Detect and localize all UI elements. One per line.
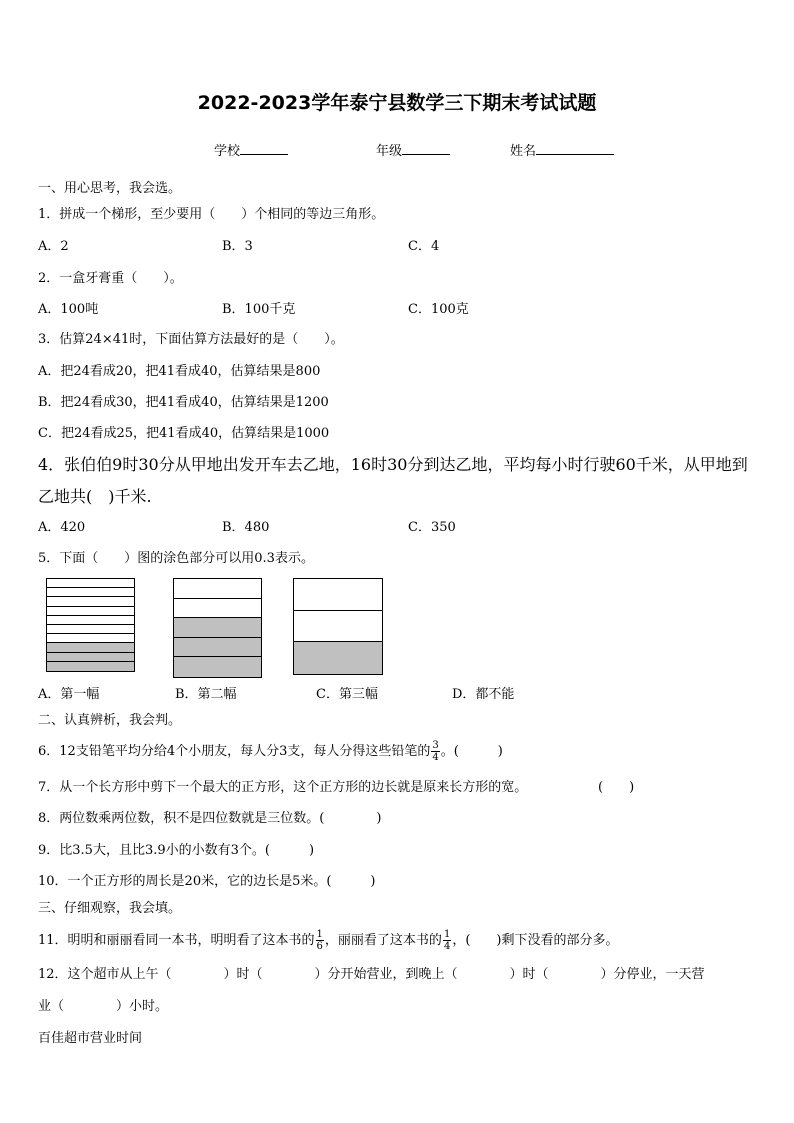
q12-line2: 业（ ）小时。 <box>38 999 169 1014</box>
q11-fraction-2 <box>443 929 451 952</box>
q2-option-c: C．100克 <box>408 302 469 317</box>
name-label: 姓名 <box>510 144 537 159</box>
q7-text: 7．从一个长方形中剪下一个最大的正方形，这个正方形的边长就是原来长方形的宽。 <box>38 780 528 795</box>
q11-denominator-1: 6 <box>316 941 323 952</box>
grade-blank[interactable] <box>402 142 450 155</box>
q12-line1: 12．这个超市从上午（ ）时（ ）分开始营业，到晚上（ ）时（ ）分停业，一天营 <box>38 967 705 982</box>
q5-figure-1 <box>46 578 135 672</box>
q2-option-b: B．100千克 <box>222 302 296 317</box>
supermarket-hours-caption: 百佳超市营业时间 <box>38 1031 143 1046</box>
grade-label: 年级 <box>376 144 403 159</box>
q6-denominator: 4 <box>432 752 439 763</box>
school-field <box>214 140 288 159</box>
school-label: 学校 <box>214 144 241 159</box>
q4-option-c: C．350 <box>408 520 456 535</box>
q1-option-a: A．2 <box>38 239 69 254</box>
q11-numerator-2: 1 <box>443 929 451 940</box>
q4-option-b: B．480 <box>222 520 270 535</box>
q3-option-a: A．把24看成20，把41看成40，估算结果是800 <box>38 364 321 379</box>
grade-field <box>376 140 450 159</box>
q1-text: 1．拼成一个梯形，至少要用（ ）个相同的等边三角形。 <box>38 207 385 222</box>
q11-fraction-1 <box>316 929 324 952</box>
q3-option-c: C．把24看成25，把41看成40，估算结果是1000 <box>38 426 330 441</box>
page-title: 2022-2023学年泰宁县数学三下期末考试试题 <box>197 92 597 114</box>
q11-mid: ，丽丽看了这本书的 <box>324 933 442 948</box>
q5-option-d: D．都不能 <box>452 687 515 702</box>
section3-heading: 三、仔细观察，我会填。 <box>38 901 182 916</box>
name-field <box>510 140 614 159</box>
q8-text: 8．两位数乘两位数，积不是四位数就是三位数。( ) <box>38 811 382 826</box>
q1-option-c: C．4 <box>408 239 440 254</box>
q2-option-a: A．100吨 <box>38 302 99 317</box>
q2-text: 2．一盒牙膏重（ ）。 <box>38 271 183 286</box>
q4-line2: 乙地共( )千米. <box>38 487 152 506</box>
section2-heading: 二、认真辨析，我会判。 <box>38 713 182 728</box>
q6-numerator: 3 <box>432 740 439 751</box>
school-blank[interactable] <box>240 142 288 155</box>
section1-heading: 一、用心思考，我会选。 <box>38 181 182 196</box>
q10-text: 10．一个正方形的周长是20米，它的边长是5米。( ) <box>38 874 376 889</box>
q11-numerator-1: 1 <box>316 929 323 940</box>
q6-pre: 6．12支铅笔平均分给4个小朋友，每人分3支，每人分得这些铅笔的 <box>38 744 431 759</box>
q3-text: 3．估算24×41时，下面估算方法最好的是（ ）。 <box>38 332 344 347</box>
q1-option-b: B．3 <box>222 239 253 254</box>
q4-option-a: A．420 <box>38 520 86 535</box>
q5-option-c: C．第三幅 <box>316 687 378 702</box>
name-blank[interactable] <box>536 142 614 155</box>
q4-line1: 4．张伯伯9时30分从甲地出发开车去乙地，16时30分到达乙地，平均每小时行驶60千米，从甲地到 <box>38 455 748 474</box>
q6-post: 。( ) <box>440 744 503 759</box>
q5-figure-3 <box>293 578 383 675</box>
q3-option-b: B．把24看成30，把41看成40，估算结果是1200 <box>38 395 329 410</box>
q5-text: 5．下面（ ）图的涂色部分可以用0.3表示。 <box>38 551 314 566</box>
q6-fraction <box>431 740 439 763</box>
q11-denominator-2: 4 <box>443 941 451 952</box>
q5-option-a: A．第一幅 <box>38 687 100 702</box>
q7-answer-paren[interactable]: ( ) <box>598 780 635 795</box>
q9-text: 9．比3.5大，且比3.9小的小数有3个。( ) <box>38 843 315 858</box>
q11-post: ，( )剩下没看的部分多。 <box>452 933 619 948</box>
q11-text <box>38 929 618 952</box>
q5-figure-2 <box>173 578 262 678</box>
q5-option-b: B．第二幅 <box>175 687 237 702</box>
q11-pre: 11．明明和丽丽看同一本书，明明看了这本书的 <box>38 933 315 948</box>
q6-text <box>38 740 503 763</box>
